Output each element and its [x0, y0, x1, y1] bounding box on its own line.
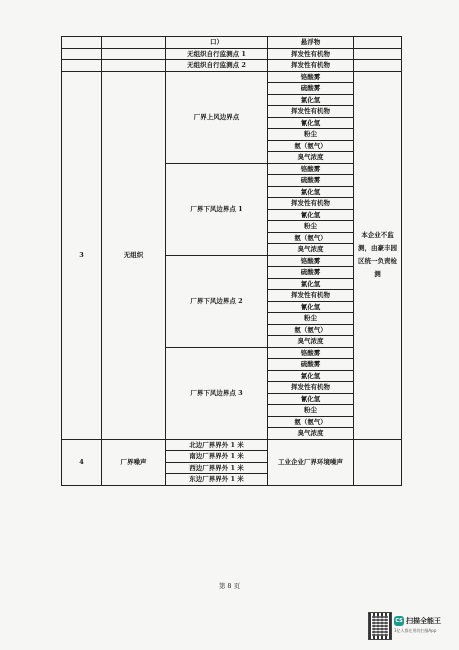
item-cell: 臭气浓度: [268, 336, 354, 348]
cell-blank: [354, 60, 402, 72]
cell-blank: [102, 60, 166, 72]
item-cell: 氨（氨气）: [268, 232, 354, 244]
point-cell: 无组织自行监测点 2: [166, 60, 268, 72]
item-cell: 工业企业厂界环境噪声: [268, 439, 354, 485]
item-cell: 氰化氢: [268, 117, 354, 129]
point-cell: 北边厂界界外 1 米: [166, 439, 268, 451]
item-cell: 铬酸雾: [268, 163, 354, 175]
item-cell: 氯化氢: [268, 370, 354, 382]
cell-blank: [62, 60, 102, 72]
scanner-brand: 扫描全能王: [406, 617, 441, 625]
monitor-type: 厂界噪声: [102, 439, 166, 485]
item-cell: 氯化氢: [268, 278, 354, 290]
cell-blank: [62, 37, 102, 49]
point-cell: 东边厂界界外 1 米: [166, 474, 268, 486]
cell-blank: [102, 37, 166, 49]
point-cell: 南边厂界界外 1 米: [166, 451, 268, 463]
item-cell: 挥发性有机物: [268, 106, 354, 118]
scanner-watermark: [368, 612, 458, 644]
item-cell: 铬酸雾: [268, 71, 354, 83]
point-cell: 无组织自行监测点 1: [166, 48, 268, 60]
item-cell: 粉尘: [268, 313, 354, 325]
point-cell: 厂界下风边界点 3: [166, 347, 268, 439]
item-cell: 氰化氢: [268, 209, 354, 221]
point-cell: 厂界下风边界点 2: [166, 255, 268, 347]
item-cell: 挥发性有机物: [268, 60, 354, 72]
item-cell: 硫酸雾: [268, 175, 354, 187]
cell-blank: [354, 48, 402, 60]
item-cell: 硫酸雾: [268, 359, 354, 371]
item-cell: 臭气浓度: [268, 428, 354, 440]
point-cell: 厂界下风边界点 1: [166, 163, 268, 255]
item-cell: 氨（氨气）: [268, 140, 354, 152]
remark-cell: 本企业不监测，由豪丰园区统一负责检测: [354, 71, 402, 439]
cell-blank: [102, 48, 166, 60]
scanner-logo: CS: [395, 618, 403, 624]
page-number: 第 8 页: [218, 582, 241, 590]
remark-cell: [354, 439, 402, 485]
table-row: [62, 60, 402, 72]
monitoring-table: [61, 36, 402, 486]
item-cell: 硫酸雾: [268, 267, 354, 279]
monitor-type: 无组织: [102, 71, 166, 439]
item-cell: 粉尘: [268, 129, 354, 141]
item-cell: 氰化氢: [268, 301, 354, 313]
cell-blank: [62, 48, 102, 60]
item-cell: 粉尘: [268, 221, 354, 233]
table-row: [62, 37, 402, 49]
item-cell: 氯化氢: [268, 94, 354, 106]
table-row: [62, 439, 402, 451]
item-cell: 臭气浓度: [268, 152, 354, 164]
point-cell: 厂界上风边界点: [166, 71, 268, 163]
item-cell: 氨（氨气）: [268, 416, 354, 428]
cell-blank: [354, 37, 402, 49]
table-row: [62, 48, 402, 60]
item-cell: 悬浮物: [268, 37, 354, 49]
item-cell: 粉尘: [268, 405, 354, 417]
item-cell: 氯化氢: [268, 186, 354, 198]
item-cell: 挥发性有机物: [268, 198, 354, 210]
item-cell: 铬酸雾: [268, 347, 354, 359]
item-cell: 臭气浓度: [268, 244, 354, 256]
table-row: [62, 71, 402, 83]
qr-code-icon: [368, 612, 392, 640]
item-cell: 氰化氢: [268, 393, 354, 405]
item-cell: 硫酸雾: [268, 83, 354, 95]
scanner-tagline: 3亿人都在用的扫描App: [394, 628, 437, 633]
item-cell: 铬酸雾: [268, 255, 354, 267]
item-cell: 挥发性有机物: [268, 290, 354, 302]
section-number: 4: [62, 439, 102, 485]
point-cell: 西边厂界界外 1 米: [166, 462, 268, 474]
item-cell: 挥发性有机物: [268, 48, 354, 60]
section-number: 3: [62, 71, 102, 439]
point-cell: 口）: [166, 37, 268, 49]
item-cell: 氨（氨气）: [268, 324, 354, 336]
item-cell: 挥发性有机物: [268, 382, 354, 394]
